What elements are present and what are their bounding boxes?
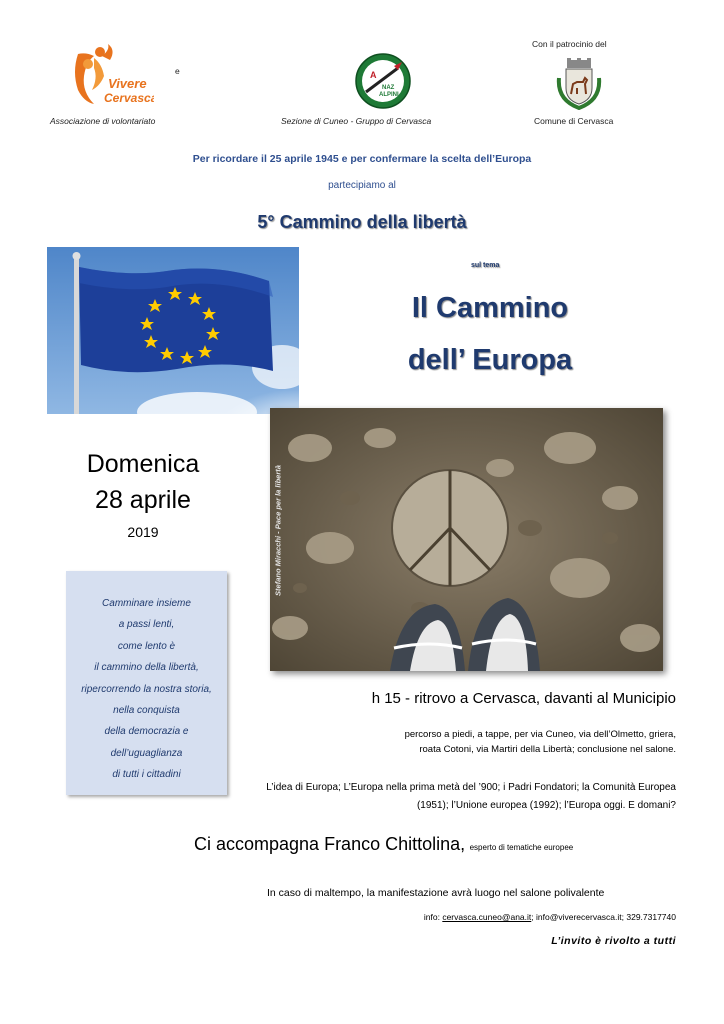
quote-line: ripercorrendo la nostra storia, <box>81 683 212 695</box>
speaker-name: Ci accompagna Franco Chittolina, <box>194 834 466 854</box>
speaker-role: esperto di tematiche europee <box>469 843 574 852</box>
quote-line: il cammino della libertà, <box>94 662 199 674</box>
quote-line: di tutti i cittadini <box>112 769 181 781</box>
info-label: info: <box>423 912 443 922</box>
right-logo-caption: Comune di Cervasca <box>534 116 614 126</box>
email-link[interactable]: cervasca.cuneo@ana.it <box>442 912 532 922</box>
quote-box <box>66 571 227 795</box>
date-year: 2019 <box>127 524 159 540</box>
quote-line: dell’uguaglianza <box>110 747 183 759</box>
shoes-on-stones-photo <box>270 408 663 671</box>
quote-line: nella conquista <box>113 705 180 717</box>
left-logo-caption: Associazione di volontariato <box>50 116 156 126</box>
contact-info <box>424 912 676 922</box>
ana-logo-alpini: ALPINI <box>379 92 399 98</box>
ana-logo-naz: NAZ <box>382 85 395 91</box>
topics-line-1: L’idea di Europa; L’Europa nella prima metà del ’900; i Padri Fondatori; la Comunità Europea <box>266 782 676 793</box>
cervasca-logo-word: Cervasca <box>104 91 154 105</box>
route-line-2: roata Cotoni, via Martiri della Libertà; conclusione nel salone. <box>419 744 676 755</box>
quote-line: come lento è <box>117 640 176 652</box>
cervasca-coat-of-arms-icon <box>555 56 603 110</box>
center-logo-caption: Sezione di Cuneo - Gruppo di Cervasca <box>281 116 432 126</box>
patronage-label: Con il patrocinio del <box>532 39 607 49</box>
intro-line: Per ricordare il 25 aprile 1945 e per confermare la scelta dell’Europa <box>192 153 532 165</box>
invite-note: L’invito è rivolto a tutti <box>551 935 676 947</box>
intro-participate: partecipiamo al <box>328 180 396 191</box>
route-line-1: percorso a piedi, a tappe, per via Cuneo, via dell’Olmetto, griera, <box>404 729 676 740</box>
theme-label: sul tema <box>471 262 500 269</box>
vivere-logo-word: Vivere <box>108 76 147 91</box>
quote-line: a passi lenti, <box>118 619 175 631</box>
theme-title-line2: dell’ Europa <box>407 344 573 376</box>
info-contacts: ; info@viverecervasca.it; 329.7317740 <box>531 912 676 922</box>
and-connector: e <box>175 66 180 76</box>
bad-weather-note: In caso di maltempo, la manifestazione avrà luogo nel salone polivalente <box>267 887 605 899</box>
ana-logo-letter: A <box>370 70 377 80</box>
eu-flag-photo <box>47 247 299 414</box>
date-day-month: 28 aprile <box>95 486 191 514</box>
date-weekday: Domenica <box>86 450 200 478</box>
ana-alpini-logo <box>354 52 412 110</box>
topics-line-2: (1951); l’Unione europea (1992); l’Europa oggi. E domani? <box>416 800 676 811</box>
event-title: 5° Cammino della libertà <box>257 212 467 232</box>
theme-title-line1: Il Cammino <box>411 292 569 324</box>
meeting-point: h 15 - ritrovo a Cervasca, davanti al Municipio <box>371 690 676 707</box>
vivere-cervasca-logo <box>64 42 154 112</box>
quote-line: della democrazia e <box>104 726 189 738</box>
photo-credit: Stefano Miracchi - Pace per la libertà <box>273 465 283 596</box>
speaker-line <box>194 834 573 855</box>
quote-line: Camminare insieme <box>102 598 191 609</box>
